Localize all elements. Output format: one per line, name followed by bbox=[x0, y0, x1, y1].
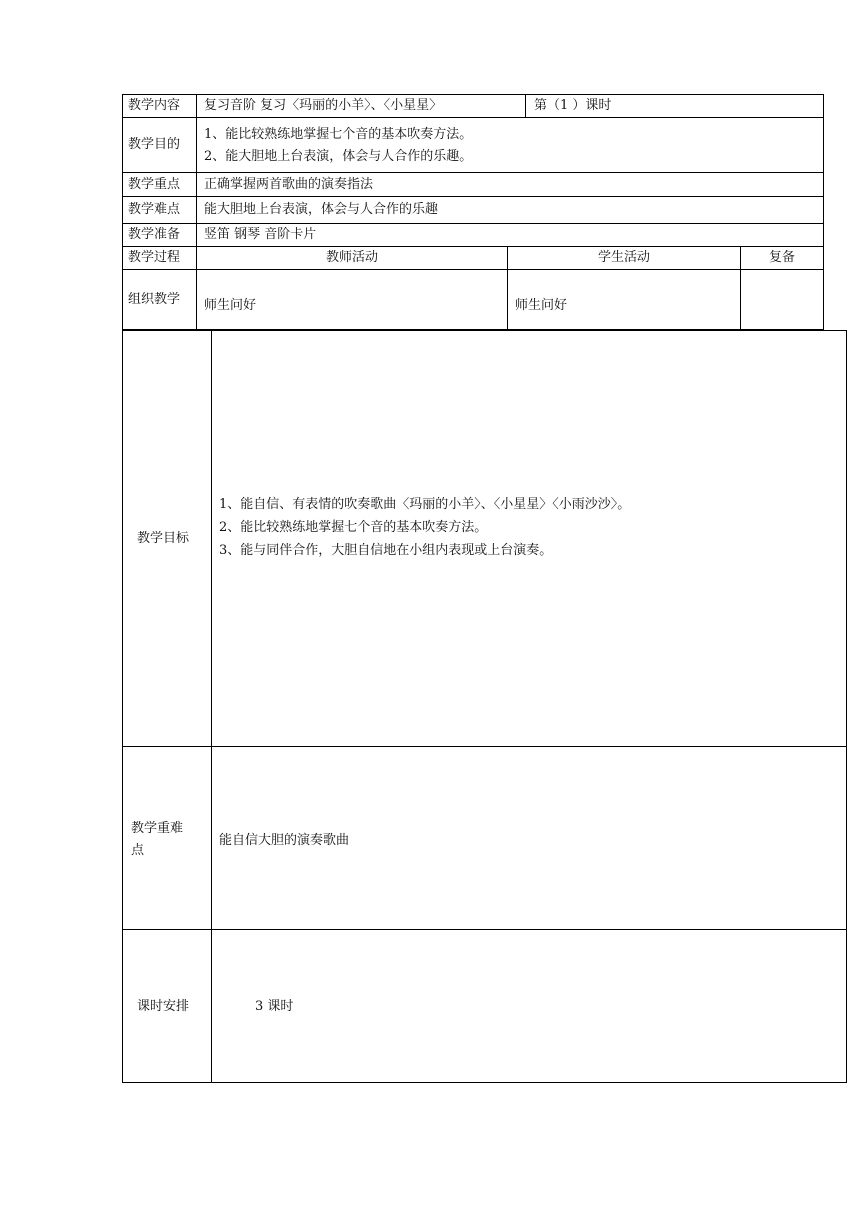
content-text: 复习音阶 复习〈玛丽的小羊〉、〈小星星〉 bbox=[204, 98, 443, 113]
teacher-activity-header: 教师活动 bbox=[325, 250, 378, 265]
schedule-label: 课时安排 bbox=[137, 999, 190, 1014]
key-points-label-line-2: 点 bbox=[131, 843, 145, 858]
preparation-label: 教学准备 bbox=[128, 227, 181, 242]
goal-line-3: 3、能与同伴合作，大胆自信地在小组内表现或上台演奏。 bbox=[219, 543, 553, 558]
teacher-activity-text: 师生问好 bbox=[204, 298, 257, 313]
period-text: 第（1 ）课时 bbox=[534, 98, 612, 113]
purpose-line-1: 1、能比较熟练地掌握七个音的基本吹奏方法。 bbox=[204, 127, 473, 142]
goal-line-2: 2、能比较熟练地掌握七个音的基本吹奏方法。 bbox=[219, 520, 488, 535]
difficulty-text: 能大胆地上台表演，体会与人合作的乐趣 bbox=[204, 202, 439, 217]
key-points-label-line-1: 教学重难 bbox=[131, 821, 184, 836]
focus-label: 教学重点 bbox=[128, 177, 181, 192]
focus-text: 正确掌握两首歌曲的演奏指法 bbox=[204, 177, 374, 192]
key-points-text: 能自信大胆的演奏歌曲 bbox=[219, 833, 350, 848]
review-header: 复备 bbox=[768, 250, 795, 265]
organize-label: 组织教学 bbox=[128, 292, 181, 307]
goals-label: 教学目标 bbox=[137, 531, 190, 546]
goal-line-1: 1、能自信、有表情的吹奏歌曲〈玛丽的小羊〉、〈小星星〉〈小雨沙沙〉。 bbox=[219, 497, 631, 512]
preparation-text: 竖笛 钢琴 音阶卡片 bbox=[204, 227, 317, 242]
difficulty-label: 教学难点 bbox=[128, 202, 181, 217]
schedule-text: 3 课时 bbox=[255, 999, 294, 1014]
student-activity-header: 学生活动 bbox=[597, 250, 650, 265]
purpose-line-2: 2、能大胆地上台表演，体会与人合作的乐趣。 bbox=[204, 149, 473, 164]
student-activity-text: 师生问好 bbox=[515, 298, 568, 313]
process-label: 教学过程 bbox=[128, 250, 181, 265]
content-label: 教学内容 bbox=[128, 98, 181, 113]
purpose-label: 教学目的 bbox=[128, 137, 181, 152]
